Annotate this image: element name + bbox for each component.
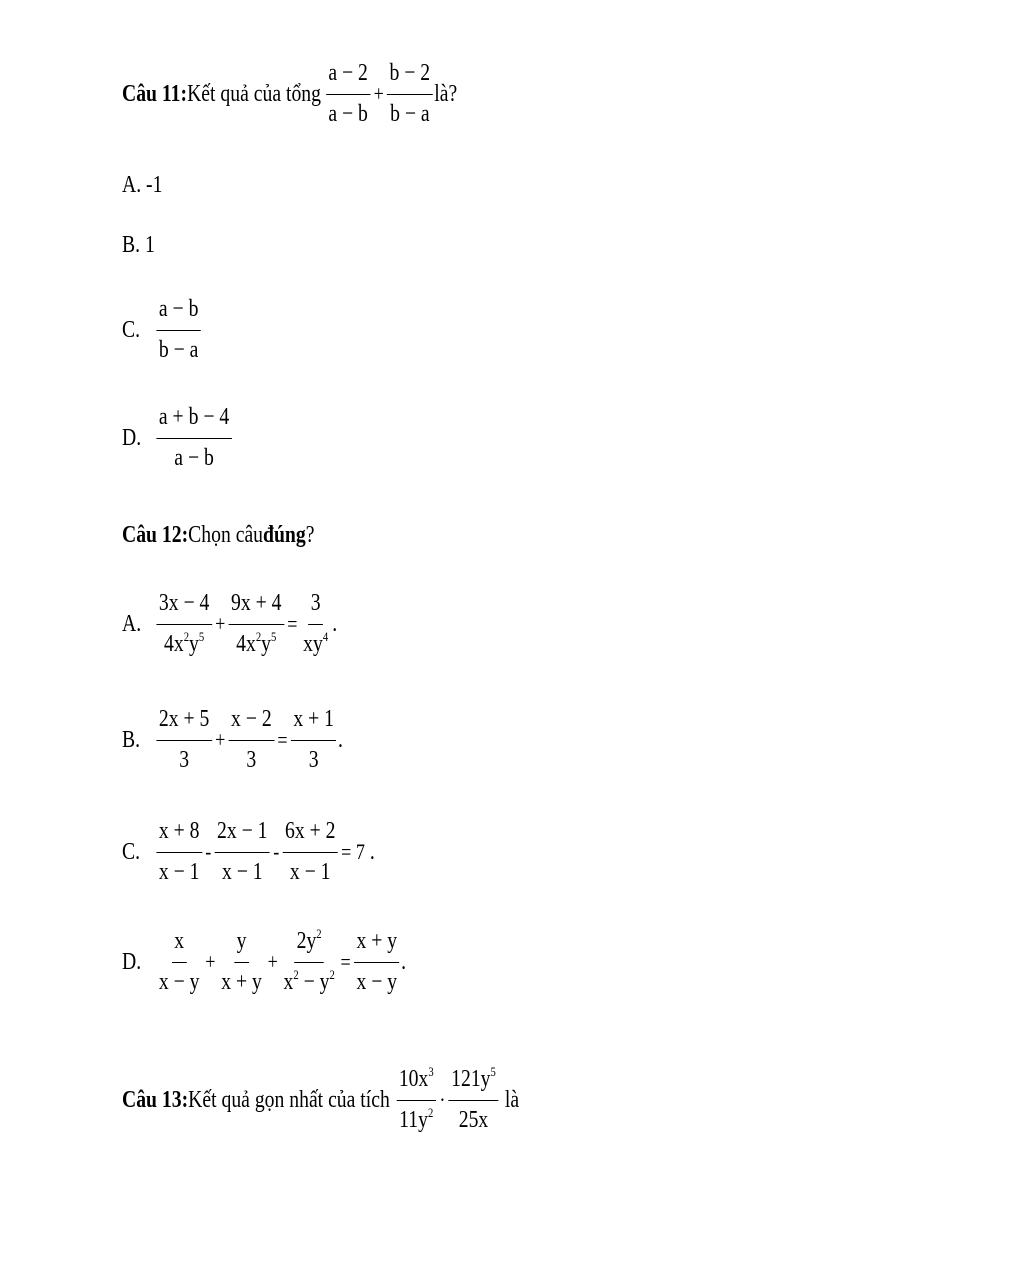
q12-a-f1-denominator: $4x^2y^5$ [164,628,205,657]
question-11 [122,60,457,128]
q11-f2-denominator: b − a [390,100,430,127]
q12-d-plus-sign-1: + [205,949,216,975]
q12-option-d-letter: D. [122,948,142,975]
q12-c-f2-numerator: 2x − 1 [215,818,270,853]
q12-b-plus-sign: + [215,727,226,753]
q12-option-a[interactable] [122,590,337,658]
q11-plus-sign: + [373,81,384,107]
q12-a-f2-denominator: $4x^2y^5$ [236,628,277,657]
q12-d-f3-numerator: $2y^2$ [294,928,324,963]
q12-d-result-numerator: x + y [354,928,400,963]
q12-c-fraction-1 [156,818,202,886]
q12-d-end: . [401,948,407,975]
q12-c-f3-numerator: 6x + 2 [283,818,338,853]
q12-d-result-fraction [354,928,400,996]
q13-f1-denominator: $11y^2$ [399,1104,434,1133]
question-13-label: Câu 13: [122,1086,189,1113]
q11-option-b-letter: B. [122,232,141,258]
question-11-label: Câu 11: [122,80,188,107]
q11-option-d-letter: D. [122,424,142,451]
q11-option-c-denominator: b − a [158,336,199,363]
question-13-text: Kết quả gọn nhất của tích [188,1086,390,1113]
question-11-text: Kết quả của tổng [187,80,321,107]
q11-option-d-denominator: a − b [174,444,214,471]
question-12 [122,522,314,549]
q11-option-b-text: 1 [144,232,155,258]
q12-a-plus-sign: + [215,611,226,637]
q12-c-equals-seven: = 7 [341,839,365,865]
q12-option-c-letter: C. [122,838,141,865]
q13-fraction-1 [396,1066,436,1134]
q12-d-f1-denominator: x − y [158,968,200,995]
question-11-end: là? [434,80,458,107]
q12-d-result-denominator: x − y [356,968,398,995]
q12-b-f2-denominator: 3 [246,746,257,773]
q11-option-c-letter: C. [122,316,141,343]
question-12-label: Câu 12: [122,522,189,548]
q12-b-result-numerator: x + 1 [291,706,337,741]
q12-b-fraction-1 [156,706,211,774]
q11-option-b[interactable] [122,232,155,259]
q12-option-d[interactable] [122,928,406,996]
q12-a-fraction-2 [229,590,284,658]
q12-c-fraction-3 [283,818,338,886]
q12-a-end: . [332,610,338,637]
q12-d-f2-numerator: y [234,928,249,963]
q11-fraction-1 [326,60,370,128]
q11-option-a[interactable] [122,172,162,199]
q12-d-plus-sign-2: + [267,949,278,975]
q12-c-f1-numerator: x + 8 [156,818,202,853]
q12-c-f1-denominator: x − 1 [158,858,200,885]
q12-a-result-denominator: $xy^4$ [303,628,329,657]
q12-c-fraction-2 [215,818,270,886]
q11-f1-denominator: a − b [328,100,368,127]
q12-a-fraction-1 [156,590,211,658]
q12-d-f2-denominator: x + y [221,968,262,995]
q11-fraction-2 [387,60,433,128]
q12-option-c[interactable] [122,818,375,886]
q11-option-c-numerator: a − b [156,296,200,331]
q12-a-f2-numerator: 9x + 4 [229,590,284,625]
q12-d-equals-sign: = [340,949,351,975]
q12-b-f1-numerator: 2x + 5 [156,706,211,741]
q12-b-end: . [338,726,343,753]
q12-option-b-letter: B. [122,726,141,753]
q12-b-f2-numerator: x − 2 [229,706,275,741]
q12-a-result-fraction [301,590,331,658]
q12-c-f2-denominator: x − 1 [221,858,263,885]
q12-d-fraction-2 [219,928,265,996]
q11-option-d[interactable] [122,404,233,472]
q12-b-result-denominator: 3 [308,746,319,773]
q12-b-result-fraction [291,706,337,774]
question-12-end: ? [305,522,315,548]
q12-a-equals-sign: = [287,611,298,637]
q12-c-f3-denominator: x − 1 [289,858,331,885]
q11-option-d-fraction [156,404,231,472]
q11-option-c-fraction [156,296,200,364]
q12-a-f1-numerator: 3x − 4 [156,590,211,625]
q11-option-d-numerator: a + b − 4 [156,404,231,439]
q12-d-fraction-3 [281,928,337,996]
q13-f2-denominator: 25x [458,1106,489,1133]
q12-c-minus-sign-2: - [273,839,280,865]
q12-b-f1-denominator: 3 [179,746,190,773]
q12-d-f3-denominator: $x^2 - y^2$ [283,966,335,995]
question-13 [122,1066,519,1134]
q11-option-a-text: -1 [146,172,163,198]
q12-b-fraction-2 [229,706,275,774]
question-13-end: là [504,1086,520,1113]
q12-a-result-numerator: 3 [308,590,323,625]
q13-fraction-2 [449,1066,499,1134]
q12-c-minus-sign-1: - [205,839,212,865]
q12-c-end: . [369,838,375,865]
question-12-text: Chọn câu [188,522,264,548]
q11-option-a-letter: A. [122,172,142,198]
q13-f1-numerator: $10x^3$ [396,1066,436,1101]
q12-option-a-letter: A. [122,610,142,637]
q13-dot-operator: · [439,1087,446,1113]
q11-f2-numerator: b − 2 [387,60,433,95]
q11-f1-numerator: a − 2 [326,60,370,95]
q13-f2-numerator: $121y^5$ [449,1066,499,1101]
q11-option-c[interactable] [122,296,203,364]
question-12-emphasis: đúng [263,522,306,548]
q12-d-f1-numerator: x [172,928,187,963]
q12-b-equals-sign: = [277,727,288,753]
q12-d-fraction-1 [156,928,202,996]
q12-option-b[interactable] [122,706,343,774]
